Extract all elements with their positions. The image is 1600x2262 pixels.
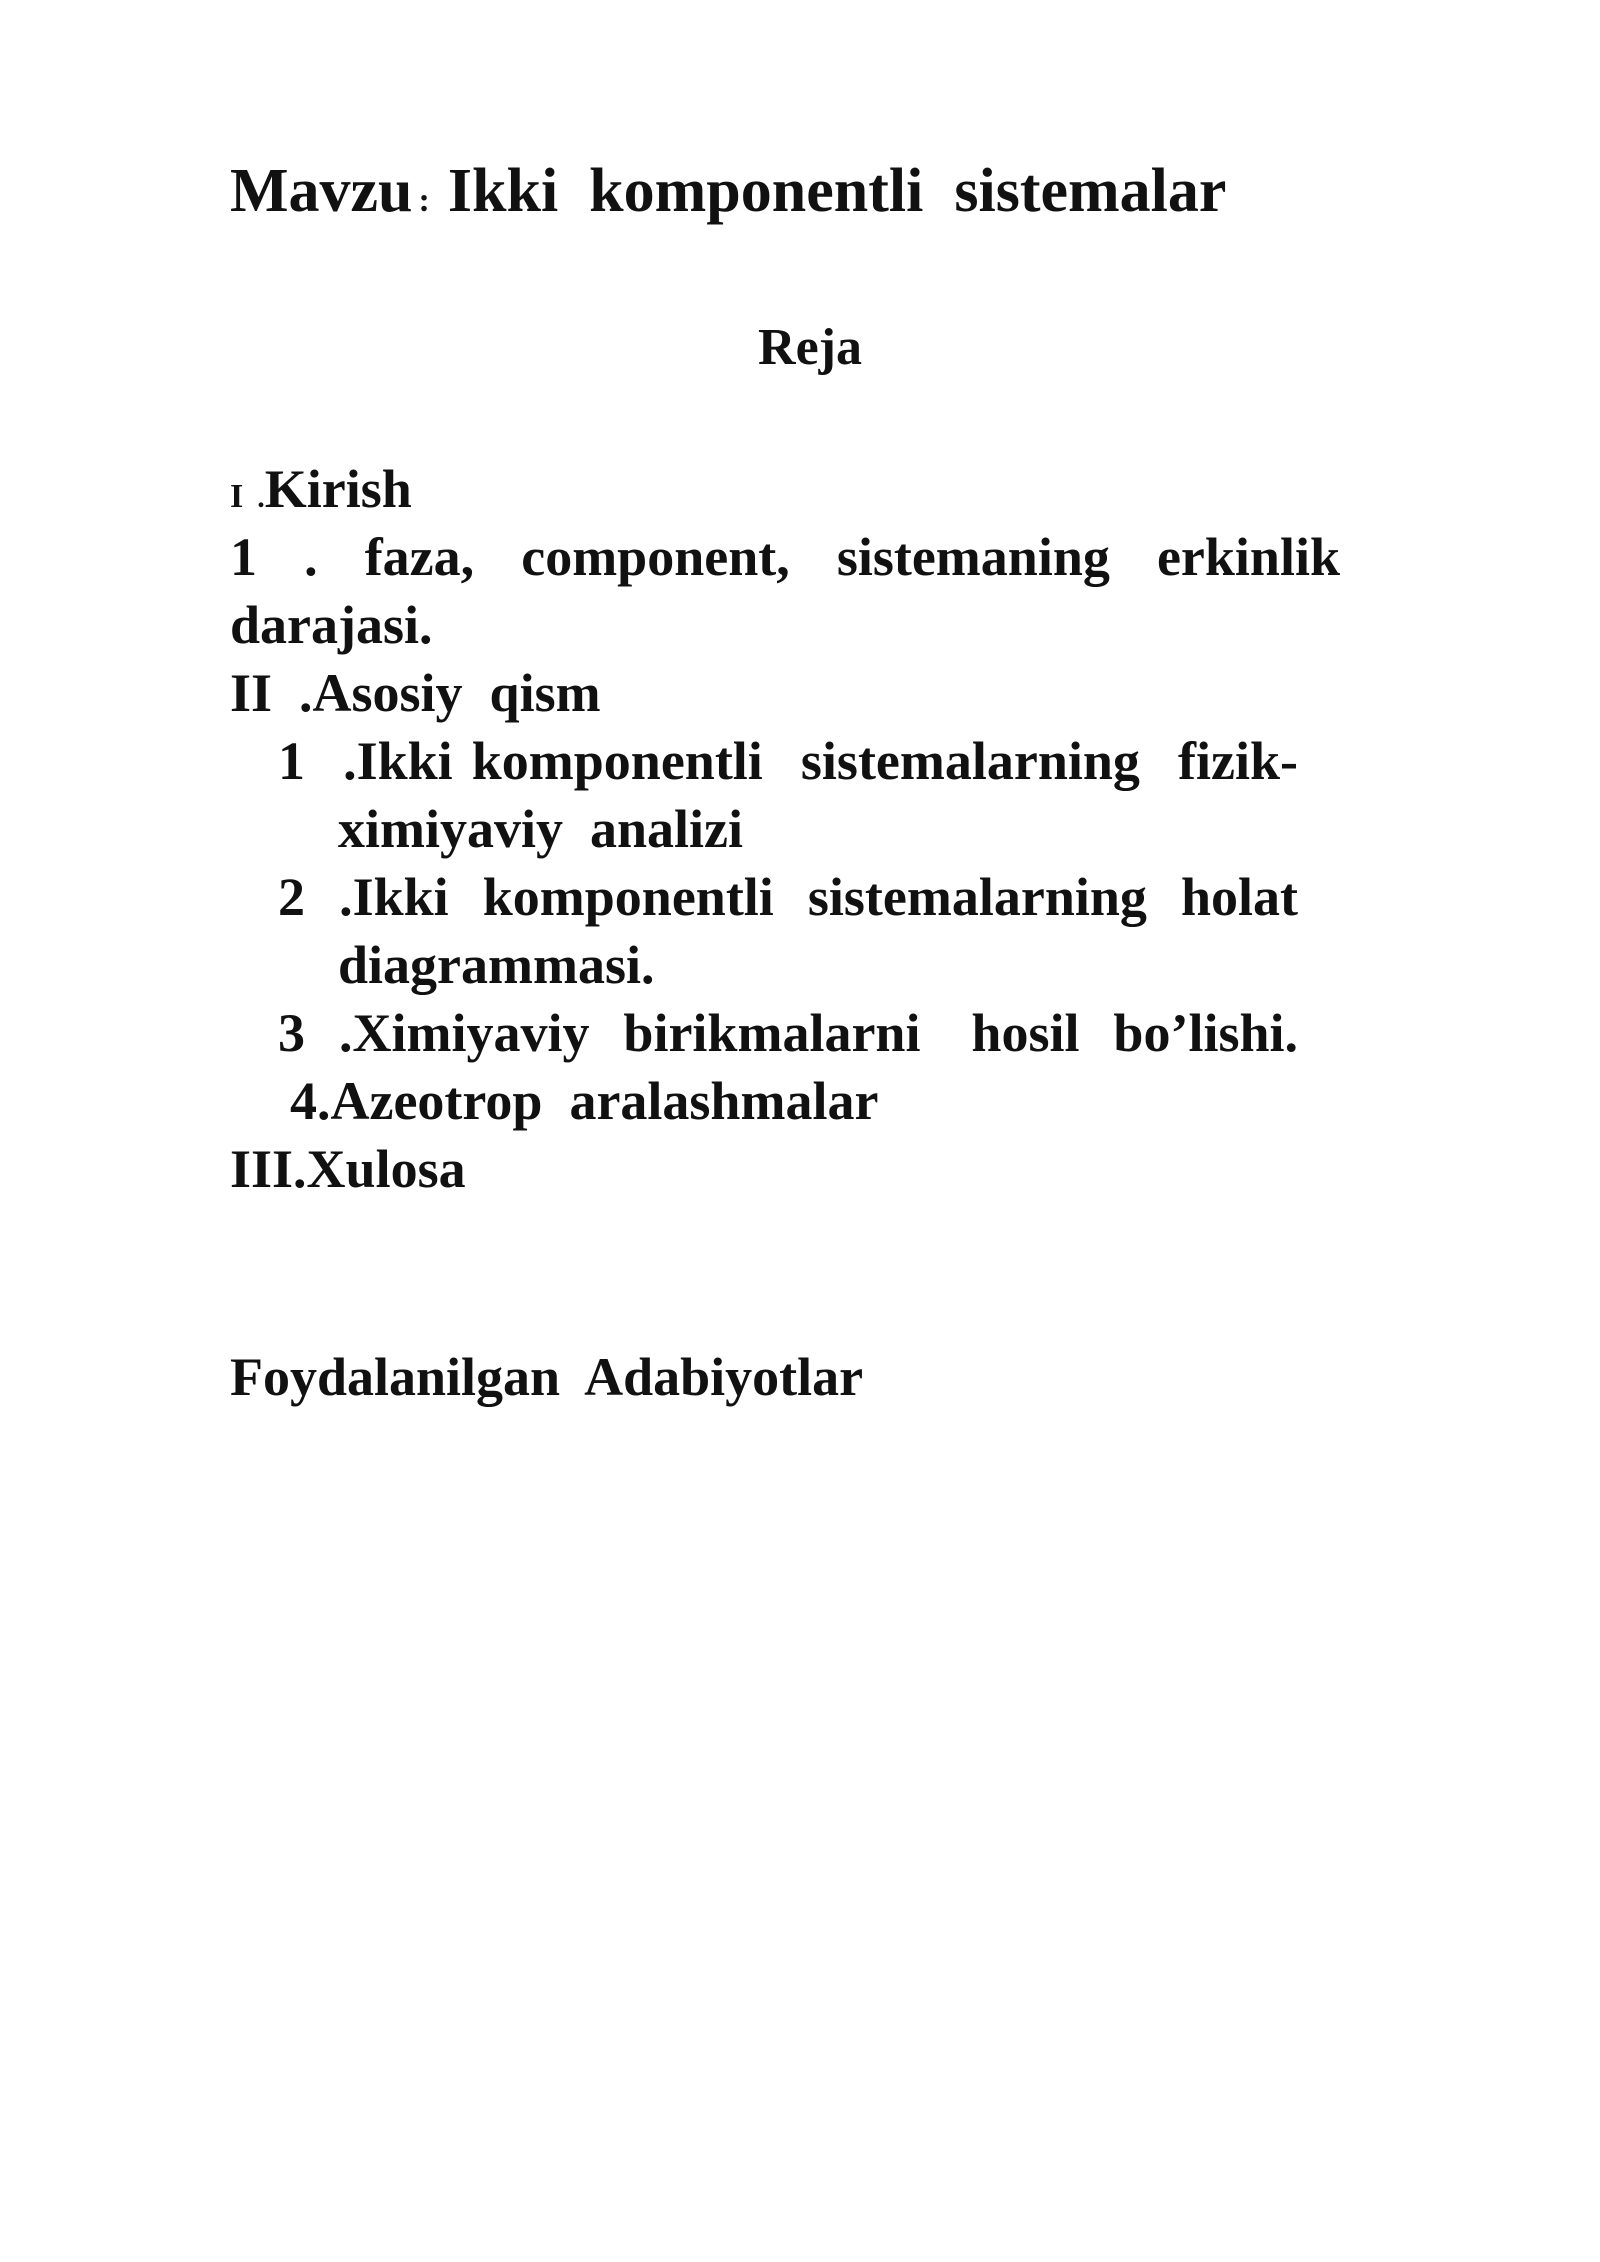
title-prefix: Mavzu [230,157,413,225]
title-text: Ikki komponentli sistemalar [447,157,1227,225]
section-1-numeral: I [230,478,244,515]
title-colon: : [418,182,430,219]
plan-item-2-1-line-2: ximiyaviy analizi [338,799,743,859]
section-1-dot: . [257,481,265,514]
plan-item-2-2-line-1: 2 .Ikki komponentli sistemalarning holat [278,867,1298,927]
plan-item-2-2-line-2: diagrammasi. [338,935,655,995]
plan-item-2-3: 3 .Ximiyaviy birikmalarni hosil bo’lishi. [278,1003,1298,1063]
plan-item-1-1-line-2: darajasi. [230,595,433,655]
section-1-label: Kirish [264,459,412,519]
plan-item-2-1-line-1: 1 .Ikki komponentli sistemalarning fizik- [278,731,1298,791]
plan-section-3: III.Xulosa [230,1139,466,1199]
plan-heading: Reja [758,319,862,376]
plan-item-2-4: 4.Azeotrop aralashmalar [290,1071,879,1131]
document-title [230,157,1227,225]
plan-section-1 [230,459,412,519]
plan-item-1-1-line-1: 1 . faza, component, sistemaning erkinlik [230,527,1340,587]
plan-section-2: II .Asosiy qism [230,663,601,723]
references-heading: Foydalanilgan Adabiyotlar [230,1347,864,1407]
